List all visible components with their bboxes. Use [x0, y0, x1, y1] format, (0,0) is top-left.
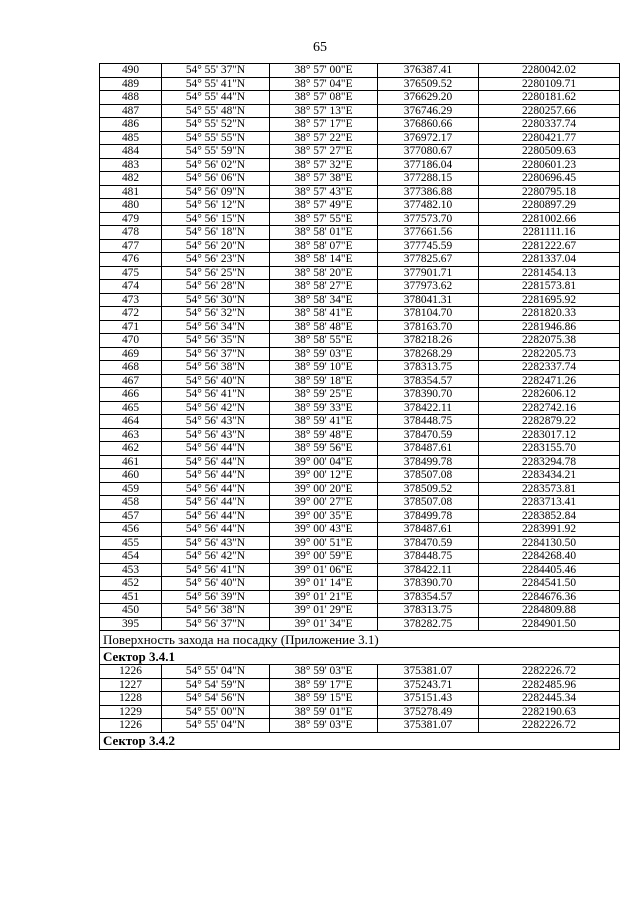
latitude-cell: 54° 54' 59"N [162, 678, 270, 692]
coord-x-cell: 378422.11 [378, 563, 479, 577]
longitude-cell: 38° 59' 48"E [270, 428, 378, 442]
coord-y-cell: 2280696.45 [479, 172, 620, 186]
coord-x-cell: 378507.08 [378, 469, 479, 483]
point-number-cell: 454 [100, 550, 162, 564]
table-row [100, 104, 620, 118]
latitude-cell: 54° 55' 00"N [162, 705, 270, 719]
point-number-cell: 471 [100, 320, 162, 334]
latitude-cell: 54° 56' 43"N [162, 536, 270, 550]
coord-y-cell: 2284676.36 [479, 590, 620, 604]
latitude-cell: 54° 56' 42"N [162, 550, 270, 564]
latitude-cell: 54° 56' 28"N [162, 280, 270, 294]
latitude-cell: 54° 56' 18"N [162, 226, 270, 240]
table-row [100, 347, 620, 361]
latitude-cell: 54° 56' 43"N [162, 428, 270, 442]
latitude-cell: 54° 55' 55"N [162, 131, 270, 145]
point-number-cell: 462 [100, 442, 162, 456]
coord-y-cell: 2280601.23 [479, 158, 620, 172]
coord-x-cell: 378354.57 [378, 590, 479, 604]
point-number-cell: 474 [100, 280, 162, 294]
longitude-cell: 38° 59' 17"E [270, 678, 378, 692]
point-number-cell: 463 [100, 428, 162, 442]
coord-x-cell: 377482.10 [378, 199, 479, 213]
coord-x-cell: 377288.15 [378, 172, 479, 186]
latitude-cell: 54° 56' 30"N [162, 293, 270, 307]
point-number-cell: 460 [100, 469, 162, 483]
table-row [100, 469, 620, 483]
longitude-cell: 38° 57' 22"E [270, 131, 378, 145]
point-number-cell: 469 [100, 347, 162, 361]
point-number-cell: 480 [100, 199, 162, 213]
coord-x-cell: 378282.75 [378, 617, 479, 631]
coord-y-cell: 2281222.67 [479, 239, 620, 253]
table-row [100, 428, 620, 442]
table-row [100, 64, 620, 78]
coord-y-cell: 2282205.73 [479, 347, 620, 361]
coord-y-cell: 2280109.71 [479, 77, 620, 91]
table-row [100, 563, 620, 577]
point-number-cell: 473 [100, 293, 162, 307]
latitude-cell: 54° 55' 59"N [162, 145, 270, 159]
table-row [100, 374, 620, 388]
point-number-cell: 395 [100, 617, 162, 631]
point-number-cell: 490 [100, 64, 162, 78]
latitude-cell: 54° 56' 38"N [162, 604, 270, 618]
coord-x-cell: 378470.59 [378, 536, 479, 550]
longitude-cell: 38° 57' 17"E [270, 118, 378, 132]
latitude-cell: 54° 55' 44"N [162, 91, 270, 105]
coord-y-cell: 2283991.92 [479, 523, 620, 537]
coord-x-cell: 377745.59 [378, 239, 479, 253]
latitude-cell: 54° 55' 04"N [162, 719, 270, 733]
point-number-cell: 470 [100, 334, 162, 348]
block1-body [100, 64, 620, 631]
longitude-cell: 39° 01' 29"E [270, 604, 378, 618]
coord-y-cell: 2281111.16 [479, 226, 620, 240]
latitude-cell: 54° 55' 37"N [162, 64, 270, 78]
table-row [100, 266, 620, 280]
sector2-heading-section [100, 732, 620, 749]
latitude-cell: 54° 56' 44"N [162, 523, 270, 537]
latitude-cell: 54° 55' 04"N [162, 665, 270, 679]
coord-x-cell: 376860.66 [378, 118, 479, 132]
coord-x-cell: 378470.59 [378, 428, 479, 442]
sector1-body [100, 665, 620, 733]
coord-y-cell: 2280421.77 [479, 131, 620, 145]
point-number-cell: 451 [100, 590, 162, 604]
longitude-cell: 38° 57' 00"E [270, 64, 378, 78]
longitude-cell: 38° 57' 27"E [270, 145, 378, 159]
table-row [100, 455, 620, 469]
coord-x-cell: 378509.52 [378, 482, 479, 496]
longitude-cell: 38° 58' 27"E [270, 280, 378, 294]
coord-x-cell: 378507.08 [378, 496, 479, 510]
latitude-cell: 54° 56' 02"N [162, 158, 270, 172]
latitude-cell: 54° 56' 06"N [162, 172, 270, 186]
longitude-cell: 38° 57' 38"E [270, 172, 378, 186]
longitude-cell: 38° 57' 32"E [270, 158, 378, 172]
coord-x-cell: 377386.88 [378, 185, 479, 199]
coord-x-cell: 376387.41 [378, 64, 479, 78]
coord-x-cell: 378268.29 [378, 347, 479, 361]
longitude-cell: 39° 00' 20"E [270, 482, 378, 496]
coord-x-cell: 377825.67 [378, 253, 479, 267]
coord-x-cell: 378104.70 [378, 307, 479, 321]
table-row [100, 442, 620, 456]
coord-x-cell: 378354.57 [378, 374, 479, 388]
longitude-cell: 38° 58' 01"E [270, 226, 378, 240]
longitude-cell: 38° 59' 03"E [270, 719, 378, 733]
longitude-cell: 39° 00' 51"E [270, 536, 378, 550]
point-number-cell: 453 [100, 563, 162, 577]
table-row [100, 212, 620, 226]
latitude-cell: 54° 55' 52"N [162, 118, 270, 132]
coord-y-cell: 2281946.86 [479, 320, 620, 334]
table-row [100, 280, 620, 294]
coord-y-cell: 2282485.96 [479, 678, 620, 692]
point-number-cell: 461 [100, 455, 162, 469]
coord-x-cell: 376629.20 [378, 91, 479, 105]
point-number-cell: 1229 [100, 705, 162, 719]
longitude-cell: 38° 59' 25"E [270, 388, 378, 402]
coord-y-cell: 2280257.66 [479, 104, 620, 118]
longitude-cell: 38° 58' 34"E [270, 293, 378, 307]
coord-y-cell: 2283852.84 [479, 509, 620, 523]
latitude-cell: 54° 56' 42"N [162, 401, 270, 415]
coord-x-cell: 375278.49 [378, 705, 479, 719]
longitude-cell: 38° 59' 01"E [270, 705, 378, 719]
table-row [100, 590, 620, 604]
coord-x-cell: 378487.61 [378, 442, 479, 456]
point-number-cell: 458 [100, 496, 162, 510]
longitude-cell: 39° 01' 34"E [270, 617, 378, 631]
longitude-cell: 38° 58' 07"E [270, 239, 378, 253]
longitude-cell: 39° 00' 43"E [270, 523, 378, 537]
point-number-cell: 457 [100, 509, 162, 523]
coord-x-cell: 378390.70 [378, 388, 479, 402]
table-row [100, 239, 620, 253]
latitude-cell: 54° 56' 44"N [162, 496, 270, 510]
point-number-cell: 485 [100, 131, 162, 145]
point-number-cell: 1226 [100, 665, 162, 679]
table-row [100, 719, 620, 733]
longitude-cell: 39° 00' 12"E [270, 469, 378, 483]
longitude-cell: 38° 57' 04"E [270, 77, 378, 91]
point-number-cell: 477 [100, 239, 162, 253]
table-row [100, 307, 620, 321]
longitude-cell: 38° 58' 14"E [270, 253, 378, 267]
latitude-cell: 54° 56' 23"N [162, 253, 270, 267]
point-number-cell: 466 [100, 388, 162, 402]
longitude-cell: 38° 58' 41"E [270, 307, 378, 321]
longitude-cell: 38° 59' 03"E [270, 347, 378, 361]
coord-y-cell: 2284268.40 [479, 550, 620, 564]
latitude-cell: 54° 56' 39"N [162, 590, 270, 604]
coord-y-cell: 2282190.63 [479, 705, 620, 719]
longitude-cell: 38° 59' 03"E [270, 665, 378, 679]
table-row [100, 199, 620, 213]
latitude-cell: 54° 56' 41"N [162, 563, 270, 577]
coord-y-cell: 2281337.04 [479, 253, 620, 267]
latitude-cell: 54° 56' 41"N [162, 388, 270, 402]
table-row [100, 415, 620, 429]
coord-x-cell: 377661.56 [378, 226, 479, 240]
latitude-cell: 54° 56' 44"N [162, 455, 270, 469]
coordinates-table [99, 63, 620, 750]
coord-y-cell: 2281820.33 [479, 307, 620, 321]
table-row [100, 145, 620, 159]
point-number-cell: 1228 [100, 692, 162, 706]
coord-x-cell: 378218.26 [378, 334, 479, 348]
point-number-cell: 1226 [100, 719, 162, 733]
point-number-cell: 476 [100, 253, 162, 267]
table-row [100, 577, 620, 591]
coord-x-cell: 376972.17 [378, 131, 479, 145]
table-row [100, 320, 620, 334]
point-number-cell: 486 [100, 118, 162, 132]
coord-x-cell: 377573.70 [378, 212, 479, 226]
coord-y-cell: 2282471.26 [479, 374, 620, 388]
table-row [100, 705, 620, 719]
coord-y-cell: 2280509.63 [479, 145, 620, 159]
latitude-cell: 54° 56' 37"N [162, 617, 270, 631]
longitude-cell: 38° 57' 13"E [270, 104, 378, 118]
latitude-cell: 54° 56' 20"N [162, 239, 270, 253]
coord-y-cell: 2282075.38 [479, 334, 620, 348]
coord-y-cell: 2281454.13 [479, 266, 620, 280]
point-number-cell: 475 [100, 266, 162, 280]
longitude-cell: 39° 01' 06"E [270, 563, 378, 577]
latitude-cell: 54° 56' 44"N [162, 509, 270, 523]
latitude-cell: 54° 56' 34"N [162, 320, 270, 334]
latitude-cell: 54° 55' 41"N [162, 77, 270, 91]
point-number-cell: 459 [100, 482, 162, 496]
sector2-heading: Сектор 3.4.2 [100, 732, 620, 749]
table-row [100, 77, 620, 91]
sector2-heading-row [100, 732, 620, 749]
point-number-cell: 450 [100, 604, 162, 618]
point-number-cell: 1227 [100, 678, 162, 692]
longitude-cell: 38° 58' 20"E [270, 266, 378, 280]
table-row [100, 388, 620, 402]
coord-y-cell: 2283017.12 [479, 428, 620, 442]
longitude-cell: 38° 59' 18"E [270, 374, 378, 388]
surface-heading: Поверхность захода на посадку (Приложение 3.1) [100, 631, 620, 648]
coord-y-cell: 2282606.12 [479, 388, 620, 402]
table-row [100, 665, 620, 679]
longitude-cell: 38° 59' 33"E [270, 401, 378, 415]
longitude-cell: 39° 01' 14"E [270, 577, 378, 591]
coord-y-cell: 2280795.18 [479, 185, 620, 199]
point-number-cell: 487 [100, 104, 162, 118]
latitude-cell: 54° 56' 37"N [162, 347, 270, 361]
coord-y-cell: 2284130.50 [479, 536, 620, 550]
page-number: 65 [313, 40, 327, 55]
coord-x-cell: 375381.07 [378, 719, 479, 733]
point-number-cell: 488 [100, 91, 162, 105]
latitude-cell: 54° 55' 48"N [162, 104, 270, 118]
point-number-cell: 468 [100, 361, 162, 375]
table-row [100, 334, 620, 348]
table-row [100, 604, 620, 618]
latitude-cell: 54° 56' 38"N [162, 361, 270, 375]
coord-y-cell: 2281002.66 [479, 212, 620, 226]
coord-x-cell: 378499.78 [378, 455, 479, 469]
coord-x-cell: 376746.29 [378, 104, 479, 118]
table-row [100, 253, 620, 267]
point-number-cell: 467 [100, 374, 162, 388]
coord-x-cell: 375243.71 [378, 678, 479, 692]
point-number-cell: 456 [100, 523, 162, 537]
table-row [100, 617, 620, 631]
coord-y-cell: 2284901.50 [479, 617, 620, 631]
surface-heading-row [100, 631, 620, 648]
longitude-cell: 38° 57' 43"E [270, 185, 378, 199]
latitude-cell: 54° 56' 15"N [162, 212, 270, 226]
coord-x-cell: 377901.71 [378, 266, 479, 280]
coord-x-cell: 377080.67 [378, 145, 479, 159]
latitude-cell: 54° 56' 35"N [162, 334, 270, 348]
longitude-cell: 38° 59' 41"E [270, 415, 378, 429]
coord-y-cell: 2280337.74 [479, 118, 620, 132]
coord-x-cell: 378041.31 [378, 293, 479, 307]
point-number-cell: 464 [100, 415, 162, 429]
coord-x-cell: 378422.11 [378, 401, 479, 415]
table-row [100, 678, 620, 692]
latitude-cell: 54° 56' 44"N [162, 482, 270, 496]
coord-y-cell: 2284541.50 [479, 577, 620, 591]
coord-y-cell: 2283434.21 [479, 469, 620, 483]
coord-x-cell: 378390.70 [378, 577, 479, 591]
coord-y-cell: 2281573.81 [479, 280, 620, 294]
coord-x-cell: 377973.62 [378, 280, 479, 294]
coord-x-cell: 378163.70 [378, 320, 479, 334]
coord-y-cell: 2282337.74 [479, 361, 620, 375]
latitude-cell: 54° 56' 40"N [162, 577, 270, 591]
coord-y-cell: 2284809.88 [479, 604, 620, 618]
table-row [100, 172, 620, 186]
point-number-cell: 479 [100, 212, 162, 226]
latitude-cell: 54° 56' 44"N [162, 469, 270, 483]
sector1-heading-row [100, 648, 620, 665]
coord-x-cell: 378448.75 [378, 550, 479, 564]
longitude-cell: 39° 00' 27"E [270, 496, 378, 510]
coord-y-cell: 2282879.22 [479, 415, 620, 429]
coord-x-cell: 378313.75 [378, 361, 479, 375]
table-row [100, 185, 620, 199]
table-row [100, 536, 620, 550]
coord-y-cell: 2283294.78 [479, 455, 620, 469]
latitude-cell: 54° 54' 56"N [162, 692, 270, 706]
longitude-cell: 38° 59' 10"E [270, 361, 378, 375]
table-row [100, 91, 620, 105]
coord-x-cell: 378313.75 [378, 604, 479, 618]
coord-y-cell: 2283155.70 [479, 442, 620, 456]
point-number-cell: 483 [100, 158, 162, 172]
coord-y-cell: 2280897.29 [479, 199, 620, 213]
coord-x-cell: 377186.04 [378, 158, 479, 172]
latitude-cell: 54° 56' 43"N [162, 415, 270, 429]
latitude-cell: 54° 56' 12"N [162, 199, 270, 213]
point-number-cell: 465 [100, 401, 162, 415]
table-row [100, 401, 620, 415]
table-row [100, 226, 620, 240]
table-row [100, 550, 620, 564]
coord-y-cell: 2282226.72 [479, 719, 620, 733]
longitude-cell: 38° 57' 08"E [270, 91, 378, 105]
coord-x-cell: 376509.52 [378, 77, 479, 91]
table-row [100, 509, 620, 523]
coord-x-cell: 375381.07 [378, 665, 479, 679]
coord-y-cell: 2283713.41 [479, 496, 620, 510]
table-row [100, 293, 620, 307]
table-row [100, 482, 620, 496]
surface-heading-section [100, 631, 620, 665]
latitude-cell: 54° 56' 32"N [162, 307, 270, 321]
table-row [100, 361, 620, 375]
latitude-cell: 54° 56' 44"N [162, 442, 270, 456]
table-row [100, 118, 620, 132]
table-row [100, 692, 620, 706]
point-number-cell: 452 [100, 577, 162, 591]
coord-x-cell: 378499.78 [378, 509, 479, 523]
coord-y-cell: 2283573.81 [479, 482, 620, 496]
coord-y-cell: 2284405.46 [479, 563, 620, 577]
coord-x-cell: 378448.75 [378, 415, 479, 429]
longitude-cell: 39° 01' 21"E [270, 590, 378, 604]
longitude-cell: 39° 00' 35"E [270, 509, 378, 523]
coord-y-cell: 2280042.02 [479, 64, 620, 78]
point-number-cell: 481 [100, 185, 162, 199]
coord-y-cell: 2282445.34 [479, 692, 620, 706]
sector1-heading: Сектор 3.4.1 [100, 648, 620, 665]
point-number-cell: 472 [100, 307, 162, 321]
coord-y-cell: 2282742.16 [479, 401, 620, 415]
coord-y-cell: 2281695.92 [479, 293, 620, 307]
table-row [100, 523, 620, 537]
point-number-cell: 484 [100, 145, 162, 159]
longitude-cell: 38° 57' 55"E [270, 212, 378, 226]
longitude-cell: 38° 58' 55"E [270, 334, 378, 348]
table-row [100, 158, 620, 172]
longitude-cell: 38° 58' 48"E [270, 320, 378, 334]
latitude-cell: 54° 56' 40"N [162, 374, 270, 388]
point-number-cell: 489 [100, 77, 162, 91]
latitude-cell: 54° 56' 25"N [162, 266, 270, 280]
longitude-cell: 38° 59' 56"E [270, 442, 378, 456]
coord-y-cell: 2282226.72 [479, 665, 620, 679]
table-row [100, 131, 620, 145]
coord-x-cell: 375151.43 [378, 692, 479, 706]
point-number-cell: 482 [100, 172, 162, 186]
coord-y-cell: 2280181.62 [479, 91, 620, 105]
coord-x-cell: 378487.61 [378, 523, 479, 537]
point-number-cell: 478 [100, 226, 162, 240]
table-row [100, 496, 620, 510]
longitude-cell: 38° 57' 49"E [270, 199, 378, 213]
longitude-cell: 38° 59' 15"E [270, 692, 378, 706]
latitude-cell: 54° 56' 09"N [162, 185, 270, 199]
longitude-cell: 39° 00' 59"E [270, 550, 378, 564]
point-number-cell: 455 [100, 536, 162, 550]
longitude-cell: 39° 00' 04"E [270, 455, 378, 469]
